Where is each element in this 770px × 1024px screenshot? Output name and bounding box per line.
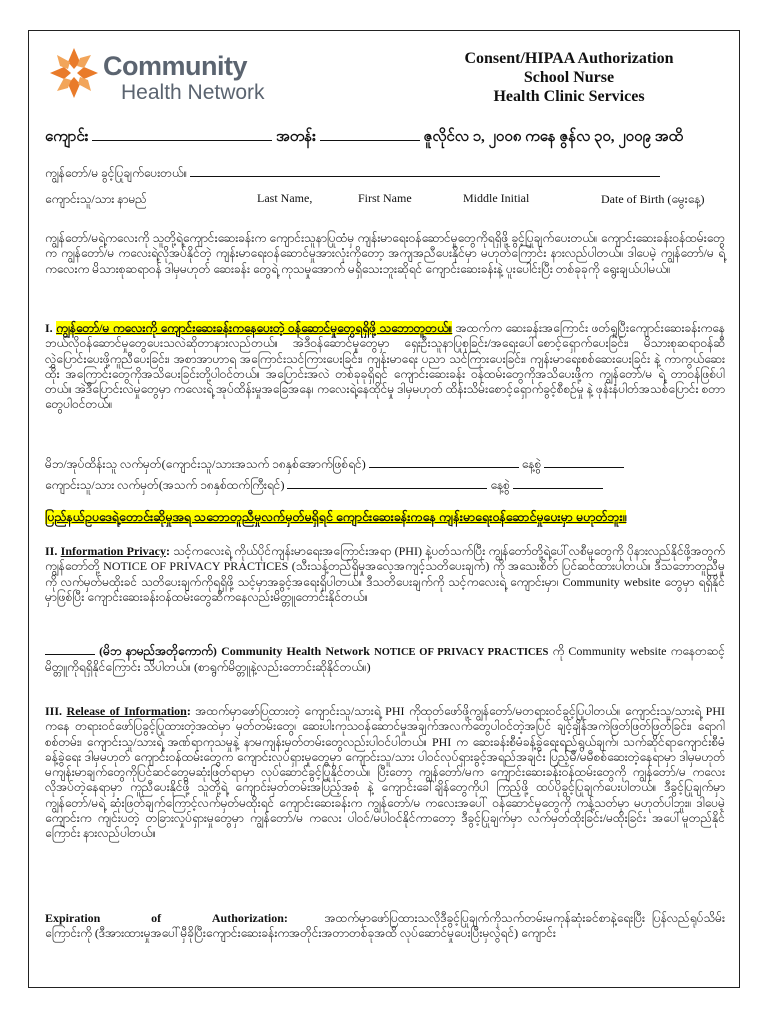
section-1-heading: ကျွန်တော်/မ ကလေးကို ကျောင်းဆေးခန်းကနေပေးတဲ့ ဝန်ဆောင်မှုတွေရရှိဖို့ သဘောတူတယ်။: [56, 321, 453, 335]
dob-label: Date of Birth (မွေးနေ့): [601, 192, 705, 206]
student-signature-field[interactable]: [287, 478, 487, 489]
logo-text-community: Community: [103, 51, 247, 81]
consent-prefix: ကျွန်တော်/မ ခွင့်ပြုချက်ပေးတယ်။: [45, 166, 188, 180]
parent-date-label: နေ့စွဲ: [521, 457, 542, 471]
parent-initial-label: (မိဘ နာမည်အတိုကောက်): [99, 644, 217, 658]
section-3-number: III.: [45, 704, 63, 718]
notice-title: NOTICE OF PRIVACY PRACTICES: [374, 647, 549, 658]
section-1-number: I.: [45, 321, 53, 335]
school-label: ကျောင်း: [45, 129, 89, 145]
school-grade-line: [45, 127, 735, 149]
logo-text-health-network: Health Network: [121, 81, 265, 104]
student-name-field[interactable]: [190, 166, 660, 177]
student-name-labels: [45, 191, 735, 207]
title-line-1: Consent/HIPAA Authorization: [464, 50, 674, 67]
expiration-label-3: Authorization:: [211, 911, 288, 925]
section-1-body: အထက်က ဆေးခန်းအကြောင်း ဖတ်ရှုပြီးကျောင်းဆေးခန်းကနေဘယ်လိုဝန်ဆောင်မှုတွေပေးသလဲဆိုတာနားလည်တယ်။ အဲဒီဝန်ဆောင်မှုတွေမှာ ရှေးဦးသူနာပြုစုခြင်း/အရေးပေါ်စောင့်ရှောက်ပေးခြင်း၊ မိသားစုဆရာဝန်ဆီလွှဲပြောင်းပေးဖို့ကူညီပေးခြင်း၊ အစာအာဟာရ အကြောင်းသင်ကြားပေးခြင်း၊ ကျန်းမာရေး ပညာ သင်ကြားပေးခြင်း၊ ကျန်းမာရေးစစ်ဆေးပေးခြင်း နဲ့ ကာကွယ်ဆေးထိုး အကြောင်းတွေကိုအသိပေးခြင်းတို့ပါဝင်တယ်။ အပြောင်းအလဲ တစ်ခုခုရှိရင် ကျောင်းဆေးခန်း ဝန်ထမ်းတွေကိုအသိပေးဖို့က ကျွန်တော်/မ ရဲ့ တာဝန်ဖြစ်ပါတယ်။ အဲဒီပြောင်းလဲမှုတွေမှာ ကလေးရဲ့ အုပ်ထိန်းမှုအခြေအနေ၊ ကလေးရဲ့နေထိုင်မှု ဒါမှမဟုတ် ထိန်းသိမ်းစောင့်ရှောက်ခွင့်စီစဉ်မှု နဲ့ ဖုန်းနံပါတ်အသစ်ပြောင်း စတာတွေပါဝင်တယ်။: [45, 321, 725, 412]
parent-initial-field[interactable]: [45, 644, 95, 655]
student-date-field[interactable]: [513, 478, 603, 489]
section-3-body: အထက်မှာဖော်ပြထားတဲ့ ကျောင်းသူ/သားရဲ့ PHI ကိုထုတ်ဖော်ဖို့ကျွန်တော်/မတရားဝင်ခွင့်ပြုပါတယ်။ ကျောင်းသူ/သားရဲ့ PHI ကနေ တရားဝင်ဖော်ပြခွင့်ပြုထားတဲ့အထဲမှာ မှတ်တမ်းတွေ၊ ဆေးပါးကုသဝန်ဆောင်မှုအချက်အလက်တွေပါဝင်တဲ့အပြင် ချင့်ချိန်အကဲဖြတ်ဖြတ်ဖြတ်ခြင်း၊ ရောဂါစစ်တမ်း၊ ကျောင်းသူ/သားရဲ့ အဏ်ရာကုသမှုနဲ့ နာမကျန်းမှတ်တမ်းတွေလည်းပါဝင်ပါတယ်။ PHI က ဆေးခန်းစီမံခန့်ခွဲရေးရည်ရွယ်ချက်၊ သက်ဆိုင်ရာကျောင်းစီမံခန့်ခွဲရေး ဒါမှမဟုတ် ကျောင်းဝန်ထမ်းတွေက ကျောင်းလုပ်ရှားမှုတွေမှာ ကျောင်းသူ/သား ပါဝင်လုပ်ရှားခွင့်အရည်အချင်း ပြည့်မီ/မမီစစ်ဆေးတဲ့နေရာမှာ ဒါမှမဟုတ် မကျန်းမာချက်တွေကိုပြင်ဆင်တွေမဆုံးဖြတ်ရာမှာ လုပ်ဆောင်ခွင့်ပြုနိုင်တယ်။ ပြီးတော့ ကျွန်တော်/မက ကျောင်းဆေးခန်းဝန်ထမ်းတွေကို ကျွန်တော်/မ ကလေးလိုအပ်တဲ့နေရာမှာ ကူညီပေးနိုင်ဖို့ သူတို့ရဲ့ ကျောင်းမှတ်တမ်းအပြည့်အစုံ နဲ့ ကျောင်းခေါ်ချိန်တွေကိုပါ ကြည့်ဖို့ ထပ်ပိုခွင့်ပြုချက်ပေးပါတယ်။ ဒီခွင့်ပြုချက်မှာ ကျွန်တော်/မရဲ့ ဆုံးဖြတ်ချက်ကြောင့်လက်မှတ်မထိုးရင် ကျောင်းဆေးခန်းက ကျွန်တော်/မ ကလေးအပေါ် ဝန်ဆောင်မှုတွေကို ကန့်သတ်မှာ မဟုတ်ပါဘူး။ ဒါပေမဲ့ ကျောင်းက ကျင်းပတဲ့ တခြားလှုပ်ရှားမှုတွေမှာ ကျွန်တော်/မ ကလေး ပါဝင်/မပါဝင်နိုင်ကာတော့ ဒီခွင့်ပြုချက်မှာ လက်မှတ်ထိုးခြင်း/မထိုးခြင်း အပေါ်မူတည်နိုင်ကြောင်း နားလည်ပါတယ်။: [45, 704, 726, 841]
school-field[interactable]: [92, 140, 272, 141]
section-2: II. Information Privacy: သင့်ကလေးရဲ့ ကိုယ်ပိုင်ကျန်းမာရေးအကြောင်းအရာ (PHI) နဲ့ပတ်သက်ပြီး ကျွန်တော်တို့ရဲ့ပေါ်လစီမူတွေကို ပိုနားလည်နိုင်ဖို့အတွက် ကျွန်တော်တို့ NOTICE OF PRIVACY PRACTICES (သီးသန့်တည်ရှိမှုအလေ့အကျင့်သတိပေးချက်) ကို အသေးစိတ် ပြင်ဆင်ထားပါတယ်။ ဒီသဘောတူညီမှုကို လက်မှတ်မထိုးခင် သတိပေးချက်ကိုရရှိဖို့ သင့်မှာအခွင့်အရေးရှိပါတယ်။ ဒီသတိပေးချက်ကို သင့်ကလေးရဲ့ ကျောင်းမှာ၊ Community website တွေမှာ ရရှိနိုင်မှာဖြစ်ပြီး ကျောင်းဆေးခန်းဝန်ထမ်းတွေဆီကနေလည်းမိတ္တူတောင်းနိုင်တယ်။: [45, 544, 726, 604]
notice-tail: ကို Community website ကနေတဆင့် မိတ္တူကိုရရှိနိုင်ကြောင်း သိပါတယ်။ (စာရွက်မိတ္တူနဲ့လည်းတောင်းဆိုနိုင်တယ်။): [45, 644, 726, 675]
section-2-heading: Information Privacy: [60, 544, 166, 558]
title-line-3: Health Clinic Services: [493, 88, 645, 105]
notice-network-name: Community Health Network: [221, 644, 370, 658]
last-name-label: Last Name,: [257, 191, 313, 205]
section-2-number: II.: [45, 544, 58, 558]
parent-signature-line: [45, 457, 725, 472]
privacy-notice-acknowledgement: [45, 644, 725, 676]
consent-form-page: [28, 30, 740, 988]
section-3: III. Release of Information: အထက်မှာဖော်ပြထားတဲ့ ကျောင်းသူ/သားရဲ့ PHI ကိုထုတ်ဖော်ဖို့ကျွန်တော်/မတရားဝင်ခွင့်ပြုပါတယ်။ ကျောင်းသူ/သားရဲ့ PHI ကနေ တရားဝင်ဖော်ပြခွင့်ပြုထားတဲ့အထဲမှာ မှတ်တမ်းတွေ၊ ဆေးပါးကုသဝန်ဆောင်မှုအချက်အလက်တွေပါဝင်တဲ့အပြင် ချင့်ချိန်အကဲဖြတ်ဖြတ်ဖြတ်ခြင်း၊ ရောဂါစစ်တမ်း၊ ကျောင်းသူ/သားရဲ့ အဏ်ရာကုသမှုနဲ့ နာမကျန်းမှတ်တမ်းတွေလည်းပါဝင်ပါတယ်။ PHI က ဆေးခန်းစီမံခန့်ခွဲရေးရည်ရွယ်ချက်၊ သက်ဆိုင်ရာကျောင်းစီမံခန့်ခွဲရေး ဒါမှမဟုတ် ကျောင်းဝန်ထမ်းတွေက ကျောင်းလုပ်ရှားမှုတွေမှာ ကျောင်းသူ/သား ပါဝင်လုပ်ရှားခွင့်အရည်အချင်း ပြည့်မီ/မမီစစ်ဆေးတဲ့နေရာမှာ ဒါမှမဟုတ် မကျန်းမာချက်တွေကိုပြင်ဆင်တွေမဆုံးဖြတ်ရာမှာ လုပ်ဆောင်ခွင့်ပြုနိုင်တယ်။ ပြီးတော့ ကျွန်တော်/မက ကျောင်းဆေးခန်းဝန်ထမ်းတွေကို ကျွန်တော်/မ ကလေးလိုအပ်တဲ့နေရာမှာ ကူညီပေးနိုင်ဖို့ သူတို့ရဲ့ ကျောင်းမှတ်တမ်းအပြည့်အစုံ နဲ့ ကျောင်းခေါ်ချိန်တွေကိုပါ ကြည့်ဖို့ ထပ်ပိုခွင့်ပြုချက်ပေးပါတယ်။ ဒီခွင့်ပြုချက်မှာ ကျွန်တော်/မရဲ့ ဆုံးဖြတ်ချက်ကြောင့်လက်မှတ်မထိုးရင် ကျောင်းဆေးခန်းက ကျွန်တော်/မ ကလေးအပေါ် ဝန်ဆောင်မှုတွေကို ကန့်သတ်မှာ မဟုတ်ပါဘူး။ ဒါပေမဲ့ ကျောင်းက ကျင်းပတဲ့ တခြားလှုပ်ရှားမှုတွေမှာ ကျွန်တော်/မ ကလေး ပါဝင်/မပါဝင်နိုင်ကာတော့ ဒီခွင့်ပြုချက်မှာ လက်မှတ်ထိုးခြင်း/မထိုးခြင်း အပေါ်မူတည်နိုင်ကြောင်း နားလည်ပါတယ်။: [45, 704, 726, 841]
parent-signature-label: မိဘ/အုပ်ထိန်းသူ လက်မှတ်(ကျောင်းသူ/သားအသက် ၁၈နှစ်အောက်ဖြစ်ရင်): [45, 457, 366, 471]
section-2-body: သင့်ကလေးရဲ့ ကိုယ်ပိုင်ကျန်းမာရေးအကြောင်းအရာ (PHI) နဲ့ပတ်သက်ပြီး ကျွန်တော်တို့ရဲ့ပေါ်လစီမူတွေကို ပိုနားလည်နိုင်ဖို့အတွက် ကျွန်တော်တို့ NOTICE OF PRIVACY PRACTICES (သီးသန့်တည်ရှိမှုအလေ့အကျင့်သတိပေးချက်) ကို အသေးစိတ် ပြင်ဆင်ထားပါတယ်။ ဒီသဘောတူညီမှုကို လက်မှတ်မထိုးခင် သတိပေးချက်ကိုရရှိဖို့ သင့်မှာအခွင့်အရေးရှိပါတယ်။ ဒီသတိပေးချက်ကို သင့်ကလေးရဲ့ ကျောင်းမှာ၊ Community website တွေမှာ ရရှိနိုင်မှာဖြစ်ပြီး ကျောင်းဆေးခန်းဝန်ထမ်းတွေဆီကနေလည်းမိတ္တူတောင်းနိုင်တယ်။: [45, 544, 726, 604]
community-health-network-logo: [47, 45, 307, 111]
form-title: [419, 49, 719, 106]
expiration-body: အထက်မှာဖော်ပြထားသလိုဒီခွင့်ပြုချက်ကိုသက်တမ်းမကုန်ဆုံးခင်စာနဲ့ရေးပြီး ပြန်လည်ရုပ်သိမ်းကြောင်းကို (ဒီအားထားမှုအပေါ်မှီခိုပြီးကျောင်းဆေးခန်းကအတိုင်းအတာတစ်ခုအထိ လုပ်ဆောင်မှုပေးပြီးမှလွဲရင်) ကျောင်း: [45, 911, 726, 941]
student-date-label: နေ့စွဲ: [490, 478, 510, 492]
middle-initial-label: Middle Initial: [463, 191, 530, 205]
section-3-heading: Release of Information: [66, 704, 187, 718]
title-line-2: School Nurse: [523, 69, 615, 86]
expiration-label-2: of: [151, 911, 162, 925]
consent-line: [45, 166, 725, 181]
date-range: ဇူလိုင်လ ၁, ၂၀၀၈ ကနေ ဇွန်လ ၃၀, ၂၀၀၉ အထိ: [423, 129, 683, 145]
student-signature-line: [45, 478, 725, 493]
student-name-prefix: ကျောင်းသူ/သား နာမည်: [45, 192, 147, 206]
state-law-banner-text: ပြည်နယ်ဥပဒေရဲ့တောင်းဆိုမှုအရ သဘောတူညီမှုလက်မှတ်မရှိရင် ကျောင်းဆေးခန်းကနေ ကျန်းမာရေးဝန်ဆောင်မှုပေးမှာ မဟုတ်ဘူး။: [45, 510, 627, 524]
star-logo-icon: [47, 45, 101, 101]
expiration-section: [45, 911, 725, 942]
section-1: [45, 321, 725, 413]
parent-date-field[interactable]: [544, 457, 624, 468]
expiration-label-1: Expiration: [45, 911, 101, 925]
grade-field[interactable]: [320, 140, 420, 141]
grade-label: အတန်း: [276, 129, 316, 145]
intro-paragraph: ကျွန်တော်/မရဲ့ကလေးကို သူတို့ရဲ့ကျောင်းဆေးခန်းက ကျောင်းသူနာပြုထံမှ ကျန်းမာရေးဝန်ဆောင်မှုတွေကိုရရှိဖို့ ခွင့်ပြုချက်ပေးတယ်။ ကျောင်းဆေးခန်းဝန်ထမ်းတွေက ကျွန်တော်/မ ကလေးရဲ့လိုအပ်နိုင်တဲ့ ကျန်းမာရေးဝန်ဆောင်မှုအားလုံးကိုတော့ အကျအညီပေးနိုင်မှာ မဟုတ်ကြောင်း နားလည်ပါတယ်။ ဒါပေမဲ့ ကျွန်တော်/မ ရဲ့ကလေးက မိသားစုဆရာဝန် ဒါမှမဟုတ် ဆေးခန်း တွေရဲ့ ကုသမှုအောက် မရှိသေးဘူးဆိုရင် ကျောင်းဆေးခန်းနဲ့ ပူးပေါင်းပြီး တစ်ခုခုကို ရွေးချယ်ပါမယ်။: [45, 231, 725, 276]
first-name-label: First Name: [358, 191, 412, 205]
student-signature-label: ကျောင်းသူ/သား လက်မှတ်(အသက် ၁၈နှစ်ထက်ကြီးရင်): [45, 478, 285, 492]
state-law-banner: [45, 510, 725, 528]
parent-signature-field[interactable]: [369, 457, 519, 468]
